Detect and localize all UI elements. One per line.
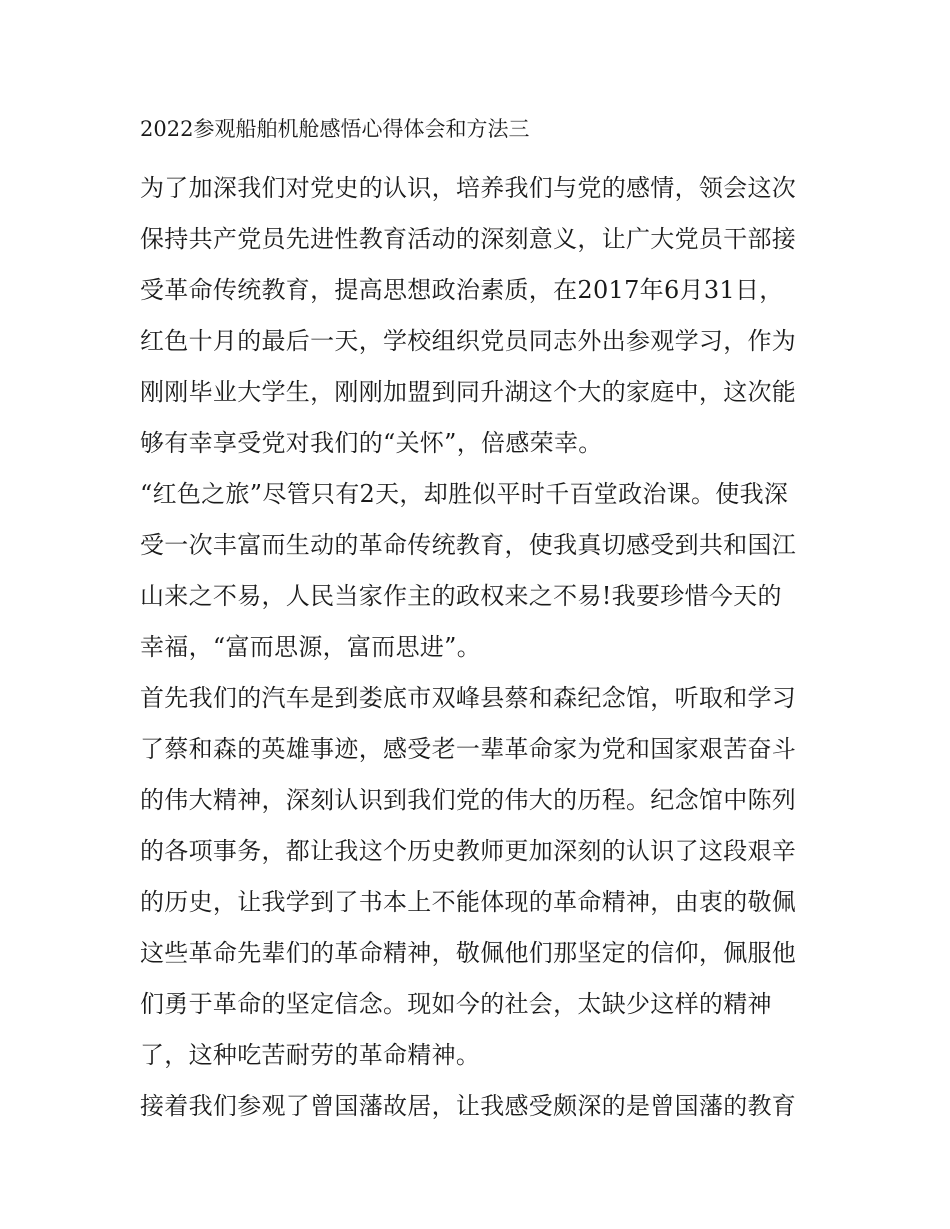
text-line: 接着我们参观了曾国藩故居，让我感受颇深的是曾国藩的教育 bbox=[140, 1092, 797, 1120]
text-line: 够有幸享受党对我们的“关怀”，倍感荣幸。 bbox=[140, 429, 603, 457]
text-line: 受一次丰富而生动的革命传统教育，使我真切感受到共和国江 bbox=[140, 531, 797, 559]
text-line: 受革命传统教育，提高思想政治素质，在2017年6月31日， bbox=[140, 276, 784, 304]
text-line: “红色之旅”尽管只有2天，却胜似平时千百堂政治课。使我深 bbox=[140, 480, 789, 508]
text-line: 保持共产党员先进性教育活动的深刻意义，让广大党员干部接 bbox=[140, 225, 797, 253]
paragraph bbox=[140, 673, 820, 1081]
text-line: 首先我们的汽车是到娄底市双峰县蔡和森纪念馆，听取和学习 bbox=[140, 684, 797, 712]
text-line: 的伟大精神，深刻认识到我们党的伟大的历程。纪念馆中陈列 bbox=[140, 786, 797, 814]
text-line: 了蔡和森的英雄事迹，感受老一辈革命家为党和国家艰苦奋斗 bbox=[140, 735, 797, 763]
text-line: 这些革命先辈们的革命精神，敬佩他们那坚定的信仰，佩服他 bbox=[140, 939, 797, 967]
document-title: 2022参观船舶机舱感悟心得体会和方法三 bbox=[140, 117, 530, 141]
paragraph bbox=[140, 1081, 820, 1132]
text-line: 刚刚毕业大学生，刚刚加盟到同升湖这个大的家庭中，这次能 bbox=[140, 378, 797, 406]
text-line: 山来之不易，人民当家作主的政权来之不易!我要珍惜今天的 bbox=[140, 582, 782, 610]
paragraph bbox=[140, 469, 820, 673]
text-line: 红色十月的最后一天，学校组织党员同志外出参观学习，作为 bbox=[140, 327, 797, 355]
text-line: 的各项事务，都让我这个历史教师更加深刻的认识了这段艰辛 bbox=[140, 837, 797, 865]
document-body bbox=[140, 113, 820, 1132]
text-line: 了，这种吃苦耐劳的革命精神。 bbox=[140, 1041, 481, 1069]
text-line: 幸福，“富而思源，富而思进”。 bbox=[140, 633, 482, 661]
text-line: 的历史，让我学到了书本上不能体现的革命精神，由衷的敬佩 bbox=[140, 888, 797, 916]
text-line: 们勇于革命的坚定信念。现如今的社会，太缺少这样的精神 bbox=[140, 990, 772, 1018]
paragraph bbox=[140, 163, 820, 469]
text-line: 为了加深我们对党史的认识，培养我们与党的感情，领会这次 bbox=[140, 174, 797, 202]
